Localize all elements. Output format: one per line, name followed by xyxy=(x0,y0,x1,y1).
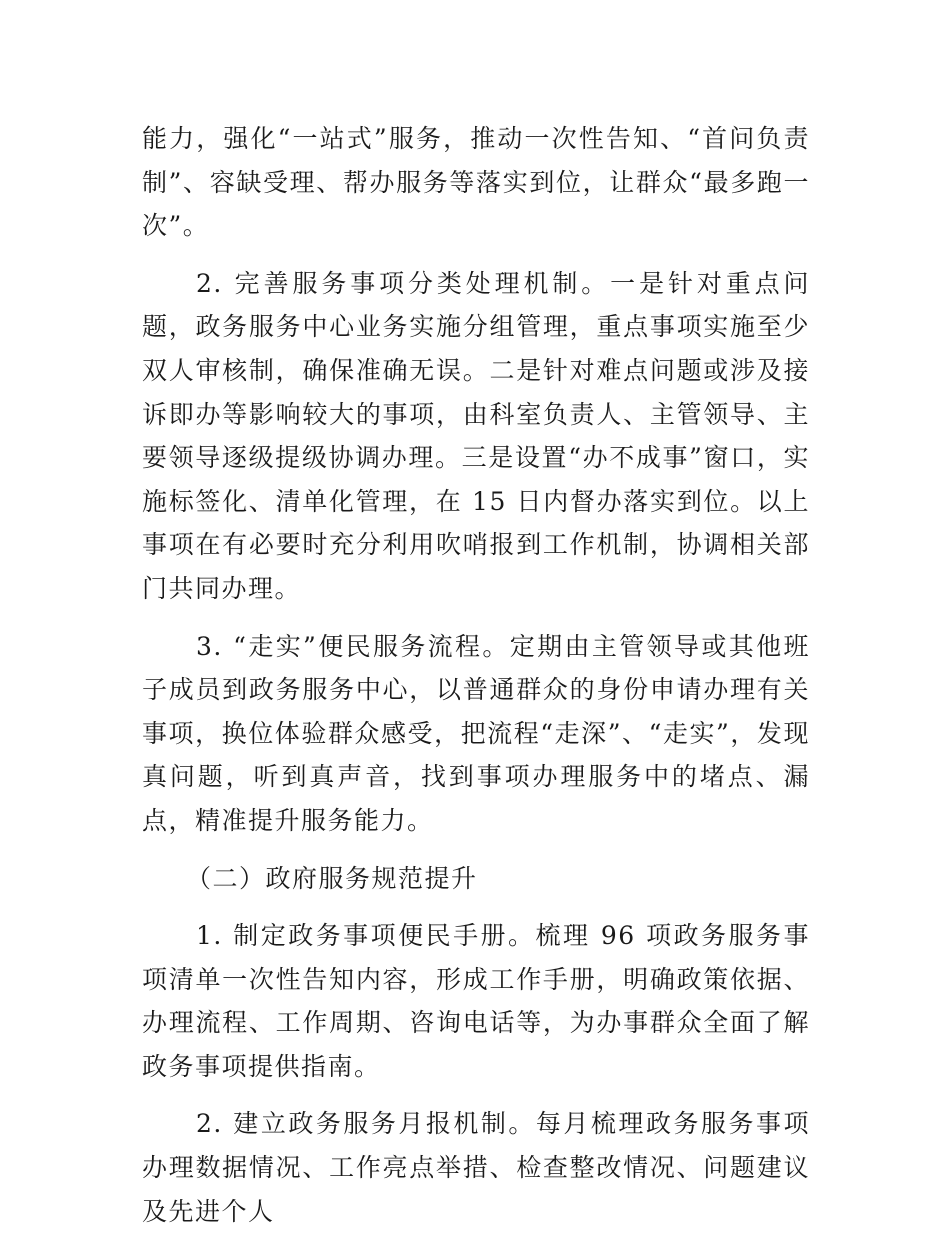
paragraph-item-2-classification: 2. 完善服务事项分类处理机制。一是针对重点问题，政务服务中心业务实施分组管理，重点事项实施至少双人审核制，确保准确无误。二是针对难点问题或涉及接诉即办等影响较大的事项，由科室负责人、主管领导、主要领导逐级提级协调办理。三是设置“办不成事”窗口，实施标签化、清单化管理，在 15 日内督办落实到位。以上事项在有必要时充分利用吹哨报到工作机制，协调相关部门共同办理。 xyxy=(142,268,810,603)
paragraph-item-2-monthly-report: 2. 建立政务服务月报机制。每月梳理政务服务事项办理数据情况、工作亮点举措、检查整改情况、问题建议及先进个人 xyxy=(142,1109,810,1226)
section-heading: （二）政府服务规范提升 xyxy=(186,863,478,893)
document-body xyxy=(142,117,810,1247)
paragraph-continuation: 能力，强化“一站式”服务，推动一次性告知、“首问负责制”、容缺受理、帮办服务等落实到位，让群众“最多跑一次”。 xyxy=(142,124,810,241)
paragraph-item-1-handbook: 1. 制定政务事项便民手册。梳理 96 项政务服务事项清单一次性告知内容，形成工作手册，明确政策依据、办理流程、工作周期、咨询电话等，为办事群众全面了解政务事项提供指南。 xyxy=(142,921,810,1081)
paragraph-item-3-process: 3. “走实”便民服务流程。定期由主管领导或其他班子成员到政务服务中心，以普通群众的身份申请办理有关事项，换位体验群众感受，把流程“走深”、“走实”，发现真问题，听到真声音，找到事项办理服务中的堵点、漏点，精准提升服务能力。 xyxy=(142,631,810,835)
